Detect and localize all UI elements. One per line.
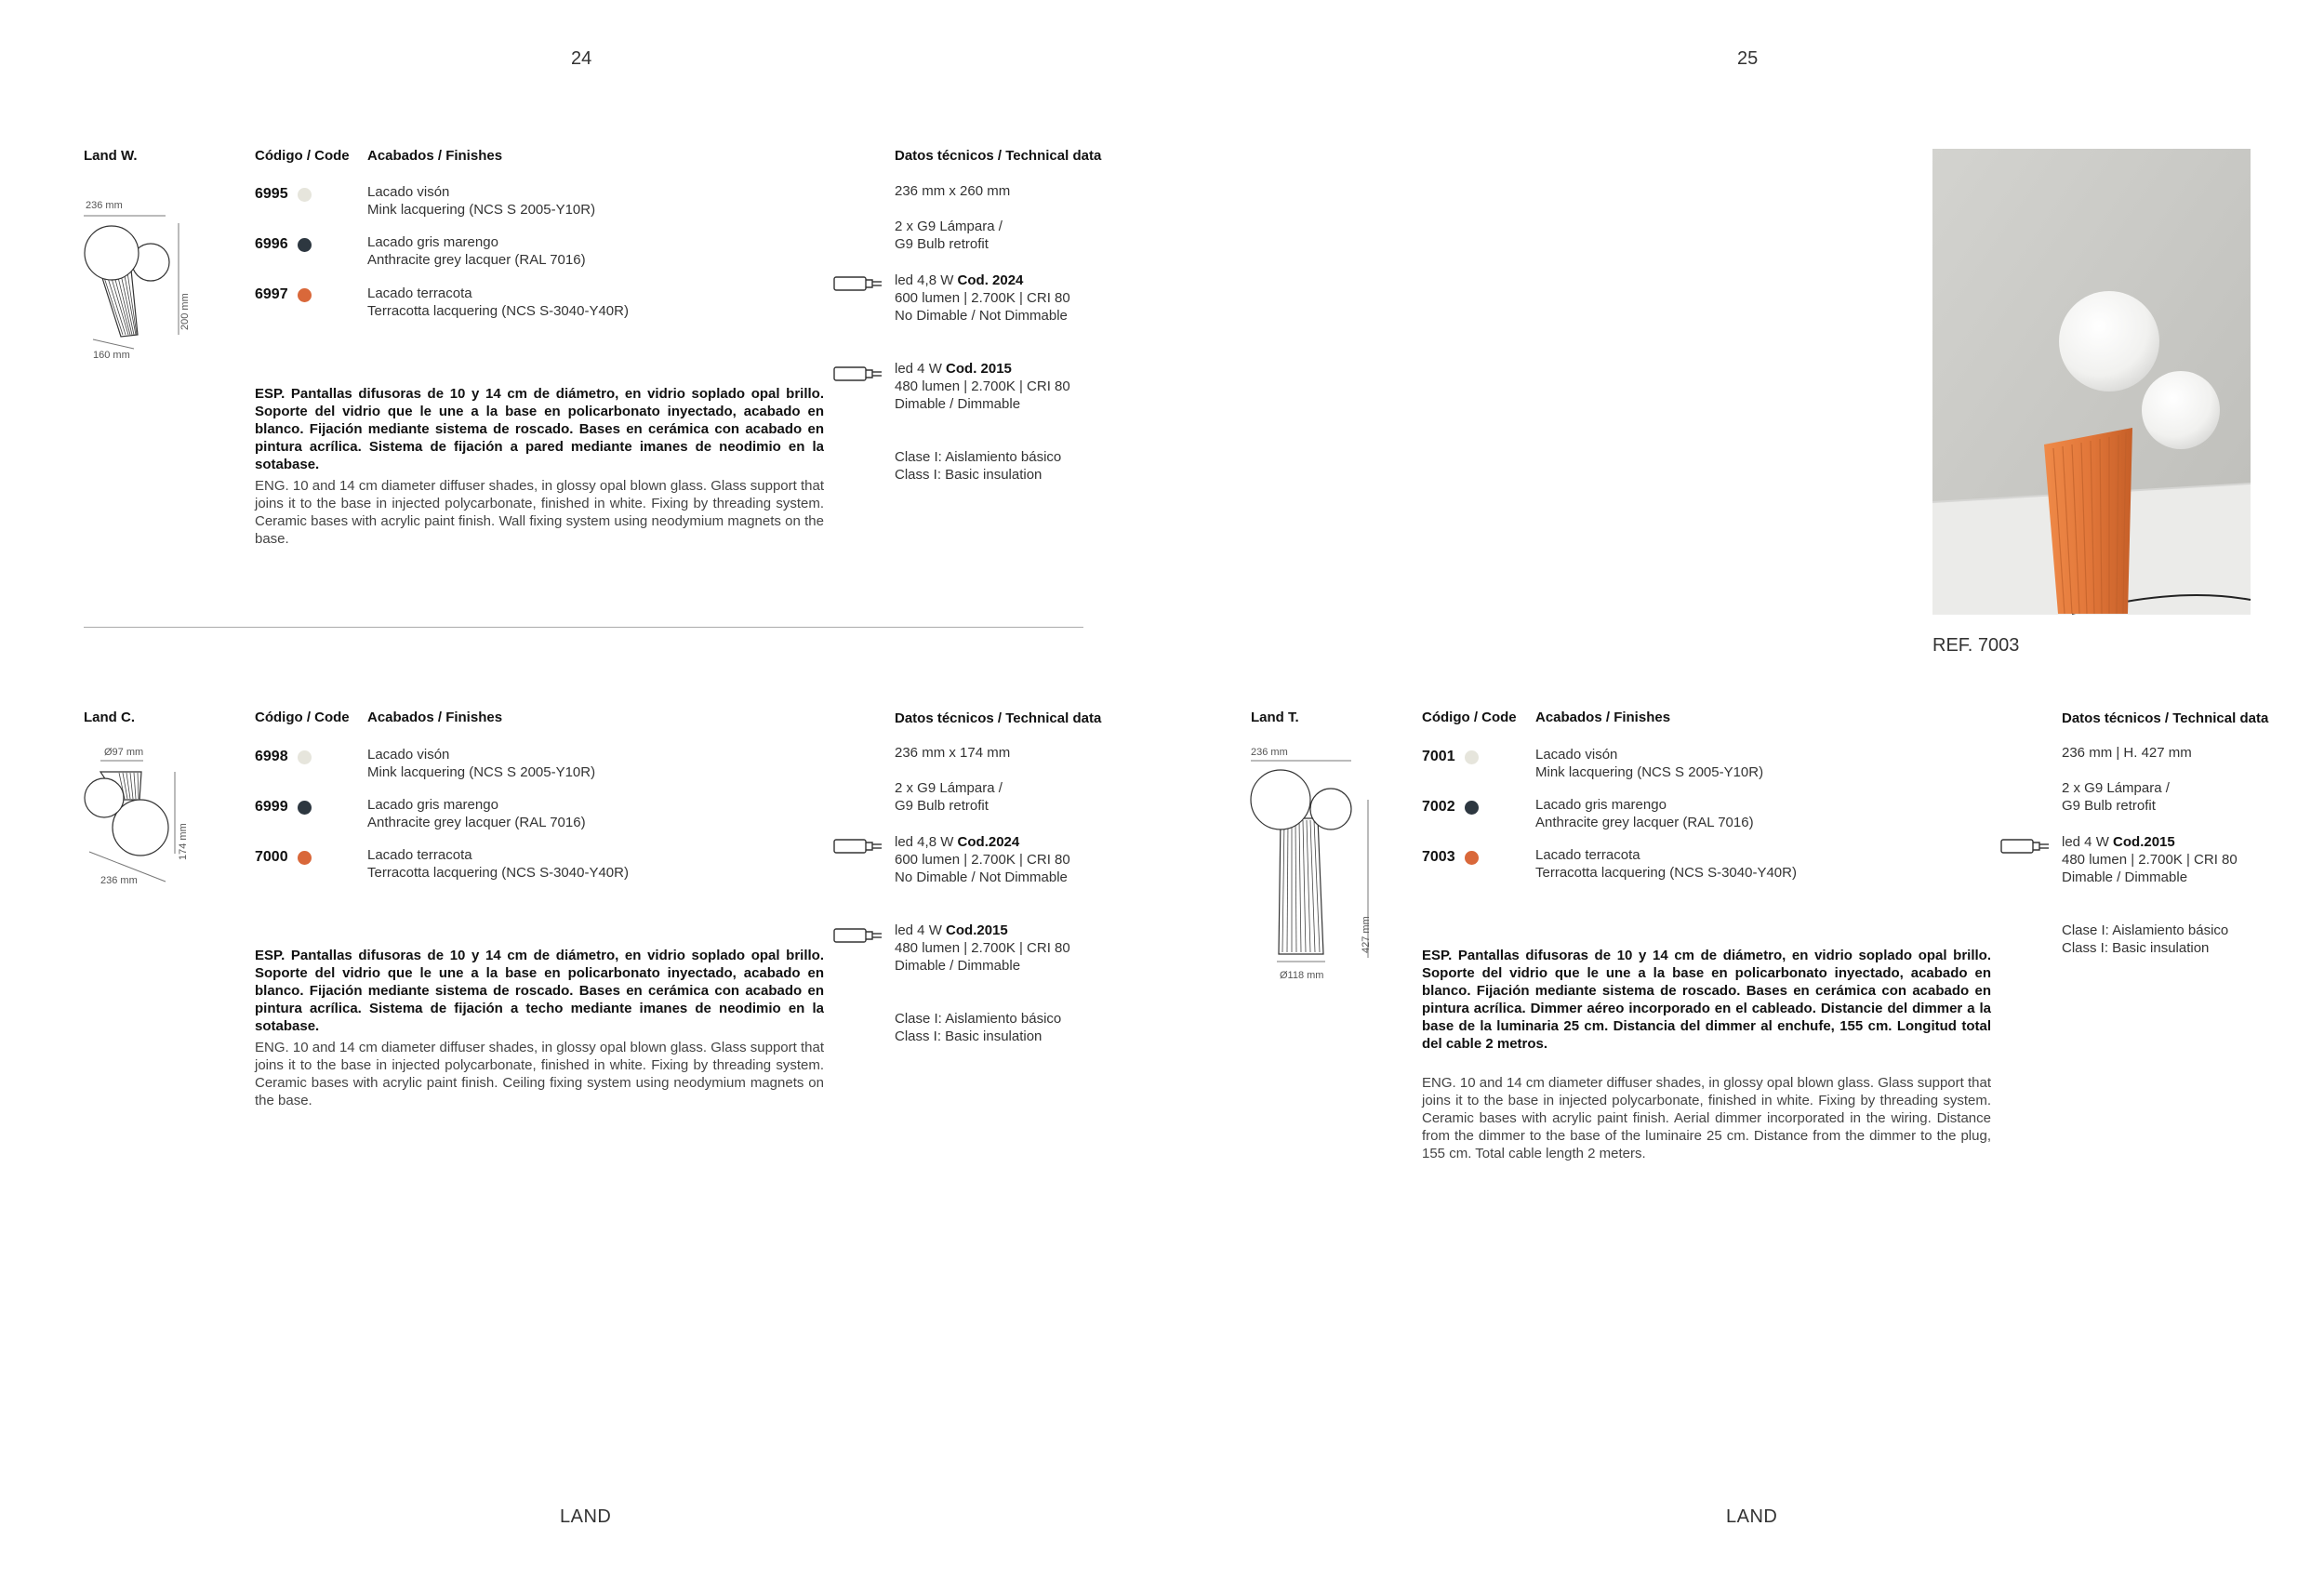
finish-6996: Lacado gris marengo Anthracite grey lacquer (RAL 7016) xyxy=(367,234,586,268)
finish-7002: Lacado gris marengo Anthracite grey lacquer (RAL 7016) xyxy=(1535,797,1754,830)
land-t-tech-led2: led 4 W Cod.2015 480 lumen | 2.700K | CRI 80 Dimable / Dimmable xyxy=(2062,834,2238,885)
land-w-dim-depth: 160 mm xyxy=(93,350,130,361)
land-w-tech-led1: led 4,8 W Cod. 2024 600 lumen | 2.700K | CRI 80 No Dimable / Not Dimmable xyxy=(895,272,1070,324)
product-name-land-t: Land T. xyxy=(1251,710,1299,725)
land-c-dim-top: Ø97 mm xyxy=(104,747,144,758)
color-swatch-marengo xyxy=(298,801,312,815)
land-c-description-es: ESP. Pantallas difusoras de 10 y 14 cm de diámetro, en vidrio soplado opal brillo. Soporte del vidrio que le une a la base en policarbonato inyectado, acabado en blanco. Fijación mediante sistema de roscado. Bases en cerámica con acabado en pintura acrílica. Sistema de fijación a techo mediante imanes de neodimio en la sotabase. xyxy=(255,948,824,1034)
color-swatch-vison xyxy=(1465,750,1479,764)
color-swatch-terracota xyxy=(298,851,312,865)
land-w-description-es: ESP. Pantallas difusoras de 10 y 14 cm de diámetro, en vidrio soplado opal brillo. Soporte del vidrio que le une a la base en policarbonato inyectado, acabado en blanco. Fijación mediante sistema de roscado. Bases en cerámica con acabado en pintura acrílica. Sistema de fijación a pared mediante imanes de neodimio en la sotabase. xyxy=(255,386,824,472)
finish-6995: Lacado visón Mink lacquering (NCS S 2005-Y10R) xyxy=(367,184,596,218)
finish-code-7003: 7003 xyxy=(1422,849,1479,866)
page-number-left: 24 xyxy=(571,48,592,69)
header-code: Código / Code xyxy=(1422,710,1517,725)
color-swatch-marengo xyxy=(1465,801,1479,815)
land-c-tech-lamp: 2 x G9 Lámpara / G9 Bulb retrofit xyxy=(895,780,1003,814)
land-c-tech-led2: led 4 W Cod.2015 480 lumen | 2.700K | CRI 80 Dimable / Dimmable xyxy=(895,922,1070,974)
land-w-tech-size: 236 mm x 260 mm xyxy=(895,183,1011,199)
land-w-drawing xyxy=(84,195,205,363)
product-name-land-c: Land C. xyxy=(84,710,135,725)
header-code: Código / Code xyxy=(255,710,350,725)
land-c-tech-size: 236 mm x 174 mm xyxy=(895,745,1011,761)
finish-6997: Lacado terracota Terracotta lacquering (NCS S-3040-Y40R) xyxy=(367,285,629,319)
finish-code-6997: 6997 xyxy=(255,286,312,303)
land-t-tech-lamp: 2 x G9 Lámpara / G9 Bulb retrofit xyxy=(2062,780,2170,814)
color-swatch-vison xyxy=(298,188,312,202)
land-t-technical-sketch xyxy=(1249,744,1379,976)
led-bulb-icon xyxy=(833,838,885,855)
land-c-tech-class: Clase I: Aislamiento básico Class I: Basic insulation xyxy=(895,1011,1062,1044)
footer-right: LAND xyxy=(1726,1506,1778,1527)
section-divider xyxy=(84,627,1083,628)
land-t-dim-height: 427 mm xyxy=(1361,916,1372,953)
header-finishes: Acabados / Finishes xyxy=(1535,710,1671,725)
land-t-dim-width: 236 mm xyxy=(1251,747,1288,758)
finish-code-7002: 7002 xyxy=(1422,799,1479,816)
header-finishes: Acabados / Finishes xyxy=(367,710,503,725)
finish-code-6999: 6999 xyxy=(255,799,312,816)
page-number-right: 25 xyxy=(1737,48,1759,69)
land-t-tech-class: Clase I: Aislamiento básico Class I: Basic insulation xyxy=(2062,922,2229,956)
header-technical-data: Datos técnicos / Technical data xyxy=(895,148,1102,164)
header-finishes: Acabados / Finishes xyxy=(367,148,503,164)
land-w-dim-width: 236 mm xyxy=(86,200,123,211)
land-t-description-es: ESP. Pantallas difusoras de 10 y 14 cm de diámetro, en vidrio soplado opal brillo. Soporte del vidrio que le une a la base en policarbonato inyectado, acabado en blanco. Fijación mediante sistema de roscado. Bases en cerámica con acabado en pintura acrílica. Dimmer aéreo incorporado en el cableado. Distancie del dimmer a la base de la luminaria 25 cm. Distancia del dimmer al enchufe, 155 cm. Longitud total del cable 2 metros. xyxy=(1422,948,1991,1052)
product-photo-image xyxy=(1932,149,2251,615)
land-t-tech-size: 236 mm | H. 427 mm xyxy=(2062,745,2192,761)
land-c-technical-sketch xyxy=(82,744,193,893)
product-photo xyxy=(1932,149,2251,615)
land-w-description-en: ENG. 10 and 14 cm diameter diffuser shades, in glossy opal blown glass. Glass support that joins it to the base in injected polycarbonate, finished in white. Fixing by threading system. Ceramic bases with acrylic paint finish. Wall fixing system using neodymium magnets on the base. xyxy=(255,478,824,547)
land-c-drawing xyxy=(82,744,193,893)
header-technical-data: Datos técnicos / Technical data xyxy=(2062,710,2269,726)
led-bulb-icon xyxy=(833,275,885,292)
finish-7000: Lacado terracota Terracotta lacquering (NCS S-3040-Y40R) xyxy=(367,847,629,881)
land-w-tech-led2: led 4 W Cod. 2015 480 lumen | 2.700K | CRI 80 Dimable / Dimmable xyxy=(895,361,1070,412)
finish-6999: Lacado gris marengo Anthracite grey lacquer (RAL 7016) xyxy=(367,797,586,830)
led-bulb-icon xyxy=(2000,838,2052,855)
land-w-tech-lamp: 2 x G9 Lámpara / G9 Bulb retrofit xyxy=(895,219,1003,252)
finish-code-6998: 6998 xyxy=(255,749,312,765)
finish-7003: Lacado terracota Terracotta lacquering (NCS S-3040-Y40R) xyxy=(1535,847,1797,881)
land-c-dim-width: 236 mm xyxy=(100,875,138,886)
color-swatch-marengo xyxy=(298,238,312,252)
finish-code-7001: 7001 xyxy=(1422,749,1479,765)
finish-code-6996: 6996 xyxy=(255,236,312,253)
footer-left: LAND xyxy=(560,1506,612,1527)
land-t-dim-base: Ø118 mm xyxy=(1280,970,1324,981)
header-technical-data: Datos técnicos / Technical data xyxy=(895,710,1102,726)
color-swatch-vison xyxy=(298,750,312,764)
photo-reference: REF. 7003 xyxy=(1932,635,2020,656)
finish-7001: Lacado visón Mink lacquering (NCS S 2005-Y10R) xyxy=(1535,747,1764,780)
land-c-description-en: ENG. 10 and 14 cm diameter diffuser shades, in glossy opal blown glass. Glass support that joins it to the base in injected polycarbonate, finished in white. Fixing by threading system. Ceramic bases with acrylic paint finish. Ceiling fixing system using neodymium magnets on the base. xyxy=(255,1040,824,1108)
land-w-technical-sketch xyxy=(84,195,205,363)
color-swatch-terracota xyxy=(298,288,312,302)
land-w-tech-class: Clase I: Aislamiento básico Class I: Basic insulation xyxy=(895,449,1062,483)
land-c-dim-height: 174 mm xyxy=(178,823,189,860)
land-t-drawing xyxy=(1249,744,1379,976)
land-c-tech-led1: led 4,8 W Cod.2024 600 lumen | 2.700K | CRI 80 No Dimable / Not Dimmable xyxy=(895,834,1070,885)
finish-code-6995: 6995 xyxy=(255,186,312,203)
header-code: Código / Code xyxy=(255,148,350,164)
finish-6998: Lacado visón Mink lacquering (NCS S 2005-Y10R) xyxy=(367,747,596,780)
finish-code-7000: 7000 xyxy=(255,849,312,866)
color-swatch-terracota xyxy=(1465,851,1479,865)
land-t-description-en: ENG. 10 and 14 cm diameter diffuser shades, in glossy opal blown glass. Glass support that joins it to the base in injected polycarbonate, finished in white. Fixing by threading system. Ceramic bases with acrylic paint finish. Aerial dimmer incorporated in the wiring. Distance from the dimmer to the base of the luminaire 25 cm. Distance from the dimmer to the plug, 155 cm. Total cable length 2 meters. xyxy=(1422,1075,1991,1161)
led-bulb-icon xyxy=(833,927,885,944)
product-name-land-w: Land W. xyxy=(84,148,138,164)
led-bulb-icon xyxy=(833,365,885,382)
land-w-dim-height: 200 mm xyxy=(179,293,191,330)
